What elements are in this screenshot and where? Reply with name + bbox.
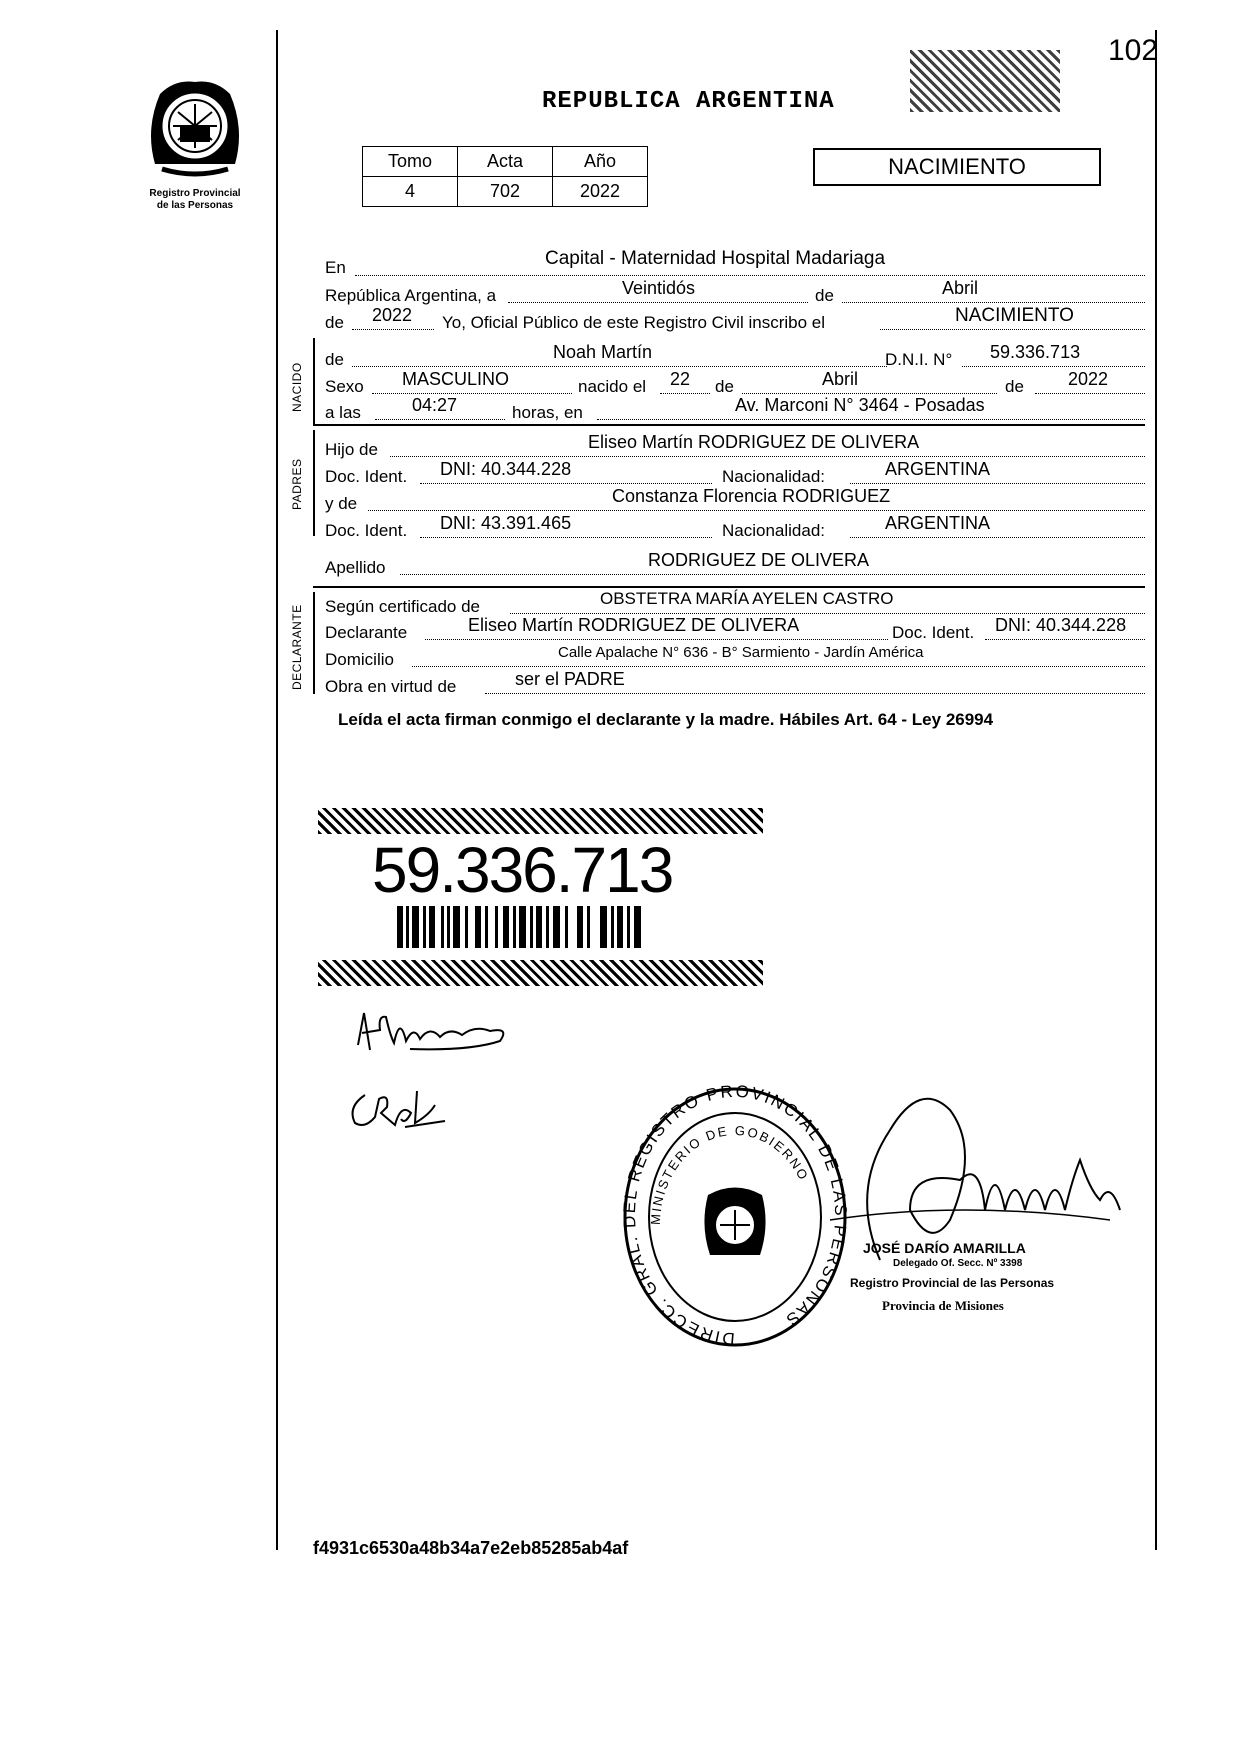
mother-nationality-value: ARGENTINA (885, 513, 991, 533)
registry-caption-line1: Registro Provincial (149, 188, 241, 199)
father-name-value: Eliseo Martín RODRIGUEZ DE OLIVERA (588, 432, 920, 452)
stamp-ring-text: DIRECC. GRAL. DEL REGISTRO PROVINCIAL DE LAS PERSONAS (620, 1085, 850, 1349)
mother-name-value: Constanza Florencia RODRIGUEZ (612, 486, 891, 506)
nacido-bracket (313, 338, 315, 424)
declarante-doc-label: Doc. Ident. (892, 623, 975, 642)
register-table (362, 146, 648, 207)
republica-label: República Argentina, a (325, 286, 497, 305)
declarante-doc-value: DNI: 40.344.228 (995, 615, 1127, 635)
nacido-divider (313, 424, 1145, 426)
dots (420, 483, 712, 484)
signer-role: Delegado Of. Secc. Nº 3398 (893, 1258, 1023, 1269)
security-pattern (910, 50, 1060, 112)
dots (485, 693, 1145, 694)
registry-caption-line2: de las Personas (156, 200, 234, 211)
inscription-type-value: NACIMIENTO (955, 305, 1074, 326)
signer-name: JOSÉ DARÍO AMARILLA (863, 1240, 1026, 1256)
declarante-name-value: Eliseo Martín RODRIGUEZ DE OLIVERA (468, 615, 800, 635)
stamp-inner-text: MINISTERIO DE GOBIERNO (647, 1122, 812, 1226)
dni-large-number: 59.336.713 (372, 834, 673, 906)
dots (1035, 393, 1145, 394)
dots (412, 666, 1145, 667)
birth-de-label: de (715, 377, 734, 396)
father-nationality-value: ARGENTINA (885, 459, 991, 479)
country-title: REPUBLICA ARGENTINA (542, 88, 835, 115)
nacido-section-label: NACIDO (290, 362, 304, 412)
dots (597, 419, 1145, 420)
nacido-de-label: de (325, 350, 344, 369)
father-doc-label: Doc. Ident. (325, 467, 408, 486)
dots (372, 393, 572, 394)
dots (985, 639, 1145, 640)
day-words-value: Veintidós (622, 278, 696, 298)
anio-value: 2022 (553, 177, 648, 207)
dni-top-band (318, 808, 763, 834)
signer-org: Registro Provincial de las Personas (850, 1276, 1055, 1290)
horas-label: horas, en (512, 403, 583, 422)
apellido-label: Apellido (325, 558, 386, 577)
acta-value: 702 (458, 177, 553, 207)
dni-bottom-band (318, 960, 763, 986)
declarante-label: Declarante (325, 623, 408, 642)
certificado-label: Según certificado de (325, 597, 480, 616)
month-value: Abril (942, 278, 979, 298)
sexo-label: Sexo (325, 377, 364, 396)
dots (368, 510, 1145, 511)
document-hash: f4931c6530a48b34a7e2eb85285ab4af (313, 1538, 629, 1558)
mother-signature (345, 1085, 455, 1135)
apellido-value: RODRIGUEZ DE OLIVERA (648, 550, 870, 570)
obra-value: ser el PADRE (515, 669, 625, 689)
mother-nac-label: Nacionalidad: (722, 521, 826, 540)
place-value: Capital - Maternidad Hospital Madariaga (545, 248, 886, 269)
tomo-header: Tomo (363, 147, 458, 177)
declarante-bracket (313, 592, 315, 694)
birth-year-value: 2022 (1068, 369, 1109, 389)
acta-header: Acta (458, 147, 553, 177)
page-number: 102 (1108, 34, 1159, 67)
province-seal (140, 74, 250, 184)
mother-doc-label: Doc. Ident. (325, 521, 408, 540)
y-de-label: y de (325, 494, 358, 513)
padres-bracket (313, 430, 315, 536)
declarante-section-label: DECLARANTE (290, 604, 304, 690)
declarant-signature (350, 1005, 520, 1065)
hijo-de-label: Hijo de (325, 440, 378, 459)
birth-de2-label: de (1005, 377, 1024, 396)
child-dni-value: 59.336.713 (990, 342, 1081, 362)
en-label: En (325, 258, 346, 277)
dots (660, 393, 710, 394)
apellido-divider (313, 586, 1145, 588)
dots (355, 275, 1145, 276)
dots (400, 574, 1145, 575)
tomo-value: 4 (363, 177, 458, 207)
left-margin-line (276, 30, 278, 1550)
time-value: 04:27 (412, 395, 458, 415)
father-nac-label: Nacionalidad: (722, 467, 826, 486)
father-doc-value: DNI: 40.344.228 (440, 459, 572, 479)
dots (425, 639, 888, 640)
de-year-label: de (325, 313, 344, 332)
dots (850, 537, 1145, 538)
dots (880, 329, 1145, 330)
birth-day-value: 22 (670, 369, 691, 389)
mother-doc-value: DNI: 43.391.465 (440, 513, 572, 533)
birth-address-value: Av. Marconi N° 3464 - Posadas (735, 395, 985, 415)
dots (850, 483, 1145, 484)
dots (375, 419, 505, 420)
anio-header: Año (553, 147, 648, 177)
oficial-text: Yo, Oficial Público de este Registro Civil inscribo el (442, 313, 825, 332)
dni-label: D.N.I. N° (885, 350, 953, 369)
signer-province: Provincia de Misiones (882, 1298, 1004, 1313)
dots (742, 393, 997, 394)
dots (842, 302, 1145, 303)
dots (390, 456, 1145, 457)
document-type-box: NACIMIENTO (813, 148, 1101, 186)
sexo-value: MASCULINO (402, 369, 510, 389)
de-label: de (815, 286, 834, 305)
birth-month-value: Abril (822, 369, 859, 389)
dots (508, 302, 808, 303)
year-value: 2022 (372, 305, 413, 325)
domicilio-value: Calle Apalache N° 636 - B° Sarmiento - Jardín América (558, 644, 924, 661)
dots (352, 366, 887, 367)
padres-section-label: PADRES (290, 458, 304, 510)
dots (420, 537, 712, 538)
nacido-el-label: nacido el (578, 377, 647, 396)
dots (962, 366, 1145, 367)
obra-label: Obra en virtud de (325, 677, 457, 696)
dots (510, 613, 1145, 614)
a-las-label: a las (325, 403, 361, 422)
domicilio-label: Domicilio (325, 650, 394, 669)
barcode (395, 906, 645, 948)
certificado-value: OBSTETRA MARÍA AYELEN CASTRO (600, 589, 894, 608)
registry-caption (120, 188, 270, 212)
dots (352, 329, 434, 330)
closing-text: Leída el acta firman conmigo el declarante y la madre. Hábiles Art. 64 - Ley 26994 (338, 710, 994, 729)
child-name-value: Noah Martín (553, 342, 653, 362)
right-margin-line (1155, 30, 1157, 1550)
